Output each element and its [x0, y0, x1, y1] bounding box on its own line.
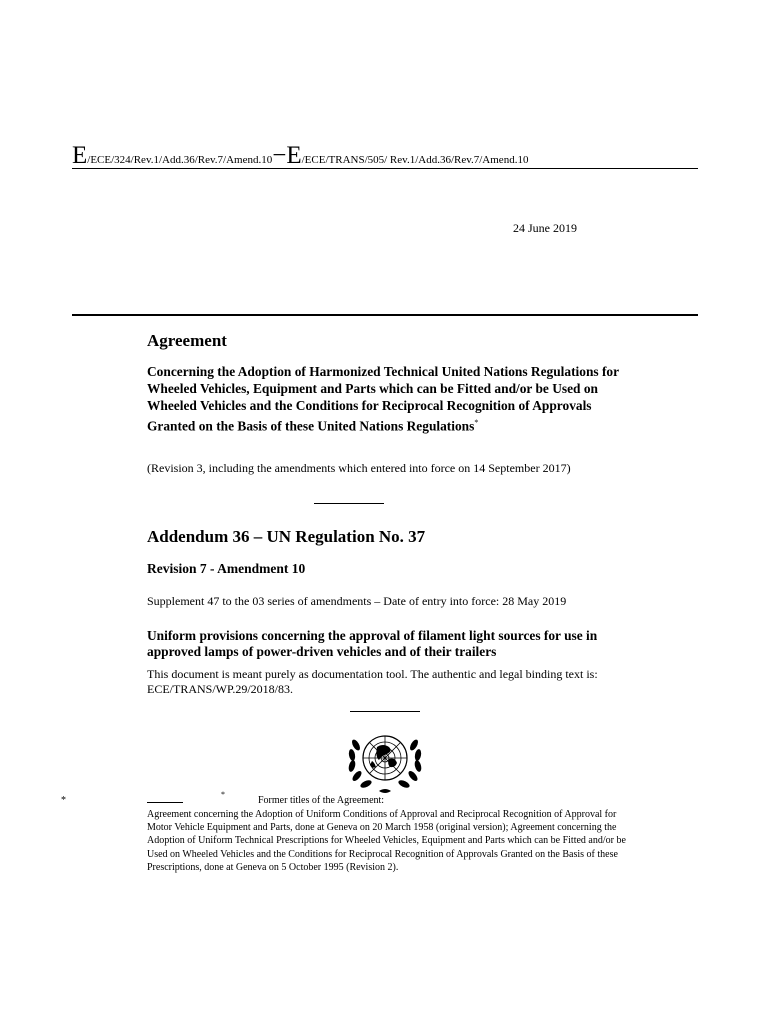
short-divider	[350, 711, 420, 712]
un-emblem-icon	[339, 721, 431, 799]
supplement-line: Supplement 47 to the 03 series of amendments – Date of entry into force: 28 May 2019	[147, 594, 567, 608]
document-symbol	[72, 142, 698, 170]
addendum-title: Addendum 36 – UN Regulation No. 37	[147, 527, 426, 546]
symbol-letter-1: E	[72, 142, 88, 169]
revision-amendment: Revision 7 - Amendment 10	[147, 561, 306, 576]
symbol-letter-2: E	[286, 142, 302, 169]
symbol-text-1: /ECE/324/Rev.1/Add.36/Rev.7/Amend.10	[87, 154, 273, 166]
symbol-separator: −	[272, 142, 287, 169]
footnote-heading: Former titles of the Agreement:	[258, 795, 385, 806]
agreement-title: Agreement	[147, 331, 227, 350]
footnote-star: *	[61, 795, 66, 806]
short-divider	[314, 503, 384, 504]
header-divider	[72, 168, 698, 169]
documentation-note: This document is meant purely as documentation tool. The authentic and legal binding text is: ECE/TRANS/WP.29/2018/83.	[147, 667, 598, 696]
thick-divider	[72, 314, 698, 316]
footnote-body: Agreement concerning the Adoption of Uniform Conditions of Approval and Reciprocal Recognition of Approval for Motor Vehicle Equipment and Parts, done at Geneva on 20 March 1958 (original version); Agreement concerning the Adoption of Uniform Technical Prescriptions for Wheeled Vehicles, Equipment and Parts which can be Fitted and/or be Used on Wheeled Vehicles and the Conditions for Reciprocal Recognition of Approvals Granted on the Basis of these Prescriptions, done at Geneva on 5 October 1995 (Revision 2).	[147, 809, 626, 873]
agreement-subtitle	[147, 363, 627, 434]
footnote-reference: *	[474, 418, 479, 427]
symbol-text-2: /ECE/TRANS/505/ Rev.1/Add.36/Rev.7/Amend.10	[301, 154, 529, 166]
footnote-mark: *	[221, 790, 225, 799]
document-date: 24 June 2019	[513, 221, 577, 235]
revision-note: (Revision 3, including the amendments which entered into force on 14 September 2017)	[147, 461, 571, 475]
uniform-provisions-title: Uniform provisions concerning the approval of filament light sources for use in approved lamps of power-driven vehicles and of their trailers	[147, 628, 598, 659]
footnote-divider	[147, 802, 183, 803]
agreement-subtitle-text: Concerning the Adoption of Harmonized Technical United Nations Regulations for Wheeled Vehicles, Equipment and Parts which can be Fitted and/or be Used on Wheeled Vehicles and the Conditions for Reciprocal Recognition of Approvals Granted on the Basis of these United Nations Regulations	[147, 364, 619, 434]
